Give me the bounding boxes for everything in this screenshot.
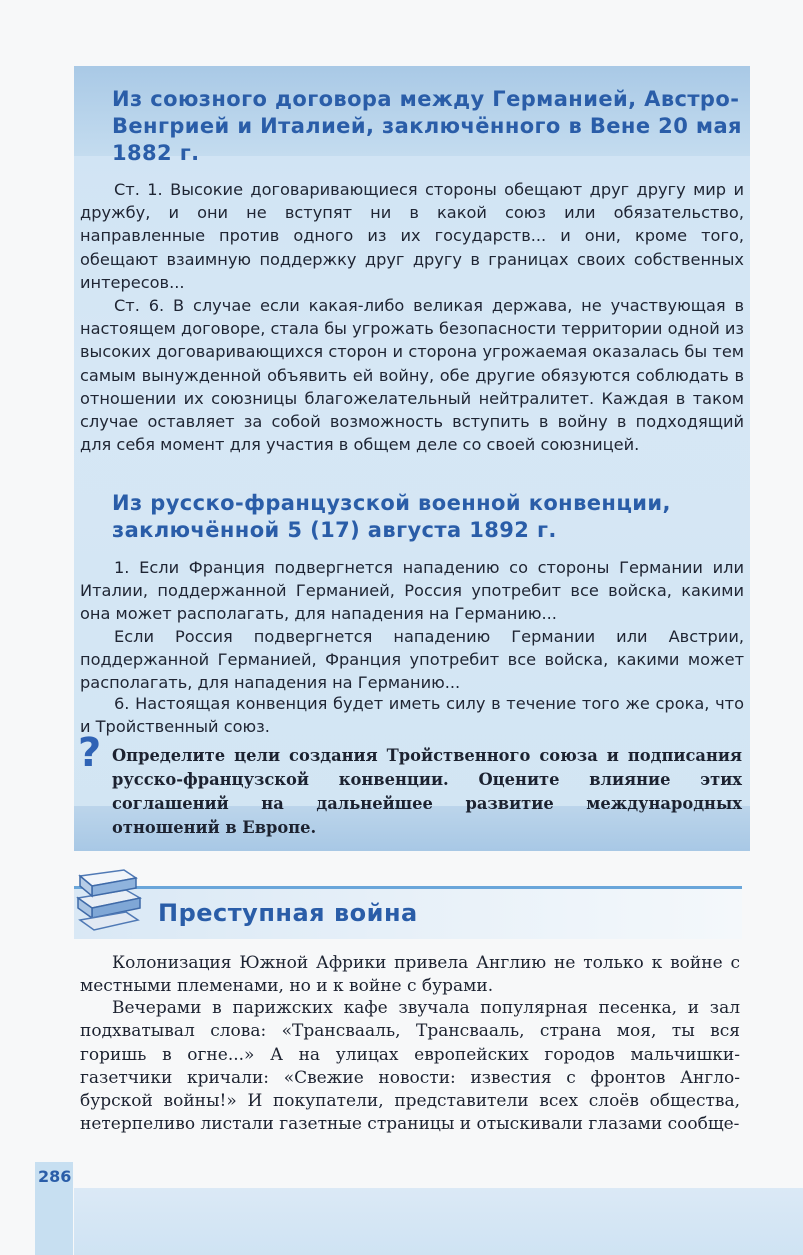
section-paragraph-2: Вечерами в парижских кафе звучала популярная песенка, и зал подхватывал слова: «Трансвааль, Трансвааль, страна моя, ты вся горишь в огне...» А на улицах европейских городов мальчишки-газетчики кричали: «Свежие новости: известия с фронтов Англо-бурской войны!» И покупатели, представители всех слоёв общества, нетерпеливо листали газетные страницы и отыскивали глазами сообще-: [80, 998, 740, 1135]
footer-band: [74, 1188, 803, 1255]
treaty-1-heading: Из союзного договора между Германией, Австро-Венгрией и Италией, заключённого в Вене 20 мая 1882 г.: [112, 87, 742, 165]
section-paragraph-1: Колонизация Южной Африки привела Англию не только к войне с местными племенами, но и к войне с бурами.: [80, 953, 740, 997]
treaty-2-clause-1: 1. Если Франция подвергнется нападению со стороны Германии или Италии, поддержанной Германией, Россия употребит все войска, какими она может располагать, для нападения на Германию...: [80, 558, 744, 624]
section-title: Преступная война: [158, 899, 418, 927]
review-question: Определите цели создания Тройственного союза и подписания русско-французской конвенции. Оцените влияние этих соглашений на дальнейшее развитие международных отношений в Европе.: [112, 746, 742, 837]
treaty-2-heading: Из русско-французской военной конвенции, заключённой 5 (17) августа 1892 г.: [112, 491, 671, 542]
question-mark-icon: ?: [78, 730, 102, 776]
treaty-2-clause-6: 6. Настоящая конвенция будет иметь силу в течение того же срока, что и Тройственный союз.: [80, 694, 744, 737]
treaty-1-article-6: Ст. 6. В случае если какая-либо великая держава, не участвующая в настоящем договоре, стала бы угрожать безопасности территории одной из высоких договаривающихся сторон и сторона угрожаемая оказалась бы тем самым вынужденной объявить ей войну, обе другие обязуются соблюдать в отношении их союзницы благожелательный нейтралитет. Каждая в таком случае оставляет за собой возможность вступить в войну в подходящий для себя момент для участия в общем деле со своей союзницей.: [80, 296, 744, 455]
page-number: 286: [38, 1167, 72, 1186]
treaty-1-article-1: Ст. 1. Высокие договаривающиеся стороны обещают друг другу мир и дружбу, и они не вступят ни в какой союз или обязательство, направленные против одного из их государств... и они, кроме того, обещают взаимную поддержку друг другу в границах своих собственных интересов...: [80, 180, 744, 292]
books-icon: [74, 868, 144, 934]
treaty-2-clause-russia: Если Россия подвергнется нападению Германии или Австрии, поддержанной Германией, Франция употребит все войска, какими может располагать, для нападения на Германию...: [80, 627, 744, 693]
section-divider: [74, 886, 742, 889]
